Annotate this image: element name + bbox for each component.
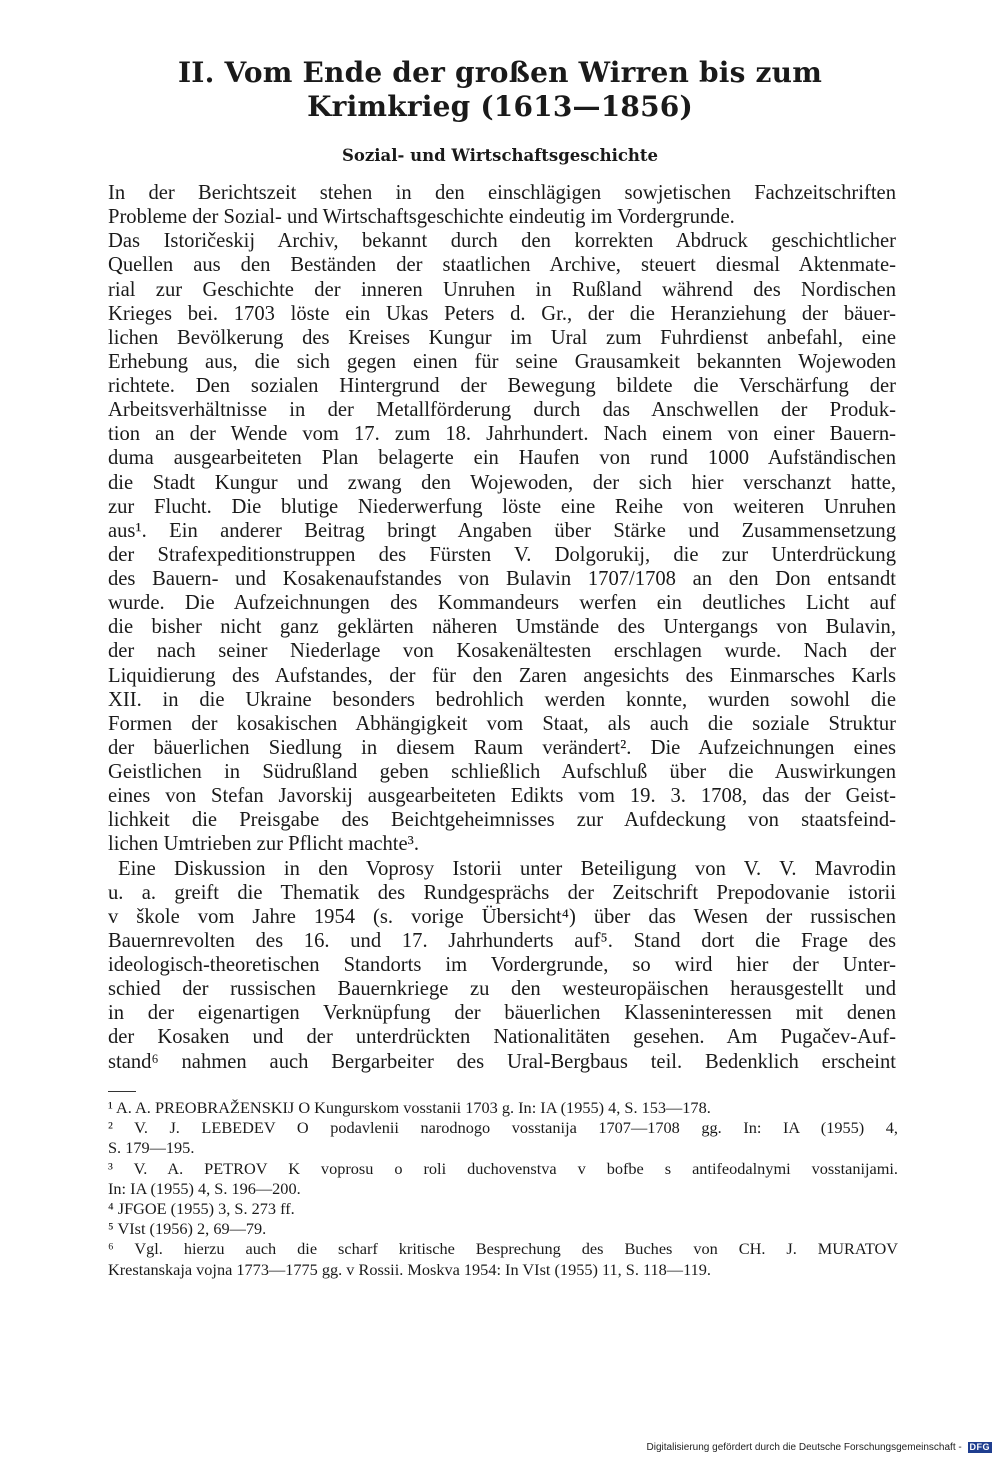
footnote-line: ² V. J. LEBEDEV O podavlenii narodnogo vosstanija 1707—1708 gg. In: IA (1955) 4, [108, 1118, 898, 1138]
footnotes [108, 1098, 898, 1280]
body-line: Das Istoričeskij Archiv, bekannt durch den korrekten Abdruck geschichtlicher [108, 230, 896, 253]
body-line: aus¹. Ein anderer Beitrag bringt Angaben über Stärke und Zusammensetzung [108, 519, 896, 542]
chapter-title-line-2: Krimkrieg (1613—1856) [307, 90, 693, 123]
footnote-divider [108, 1091, 136, 1092]
footer-credit-text: Digitalisierung gefördert durch die Deutsche Forschungsgemeinschaft - [646, 1442, 962, 1453]
footnote-line: ⁵ VIst (1956) 2, 69—79. [108, 1219, 267, 1239]
body-line: lichen Umtrieben zur Pflicht machte³. [108, 833, 419, 856]
body-line: duma ausgearbeiteten Plan belagerte ein Haufen von rund 1000 Aufständischen [108, 447, 896, 470]
body-line: Quellen aus den Beständen der staatlichen Archive, steuert diesmal Aktenmate- [108, 254, 896, 277]
footnote-line: ³ V. A. PETROV K voprosu o roli duchovenstva v bofbe s antifeodalnymi vosstanijami. [108, 1158, 898, 1178]
dfg-logo: DFG [969, 1442, 990, 1452]
footnote-line: Krestanskaja vojna 1773—1775 gg. v Rossii. Moskva 1954: In VIst (1955) 11, S. 118—119. [108, 1259, 711, 1279]
footnote-line: S. 179—195. [108, 1138, 195, 1158]
chapter-title [120, 56, 880, 124]
chapter-title-line-1: II. Vom Ende der großen Wirren bis zum [177, 56, 823, 89]
body-line: XII. in die Ukraine besonders bedrohlich werden konnte, wurden sowohl die [108, 688, 896, 711]
body-line: u. a. greift die Thematik des Rundgesprächs der Zeitschrift Prepodovanie istorii [108, 881, 896, 904]
body-line: die Stadt Kungur und zwang den Wojewoden, der sich hier verschanzt hatte, [108, 471, 896, 494]
body-text [108, 181, 896, 1074]
body-line: der nach seiner Niederlage von Kosakenältesten erschlagen wurde. Nach der [108, 640, 896, 663]
body-line: Liquidierung des Aufstandes, der für den Zaren angesichts des Einmarsches Karls [108, 664, 896, 687]
body-line: eines von Stefan Javorskij ausgearbeiteten Edikts vom 19. 3. 1708, das der Geist- [108, 785, 896, 808]
body-line: Geistlichen in Südrußland geben schließlich Aufschluß über die Auswirkungen [108, 761, 896, 783]
section-subtitle: Sozial- und Wirtschaftsgeschichte [341, 146, 659, 165]
footnote-line: ⁶ Vgl. hierzu auch die scharf kritische Besprechung des Buches von CH. J. MURATOV [108, 1239, 898, 1259]
body-line: v škole vom Jahre 1954 (s. vorige Übersicht⁴) über das Wesen der russischen [108, 905, 896, 928]
body-line: in der eigenartigen Verknüpfung der bäuerlichen Klasseninteressen mit denen [108, 1002, 896, 1025]
body-line: wurde. Die Aufzeichnungen des Kommandeurs werfen ein deutliches Licht auf [108, 592, 896, 615]
body-line: lichen Bevölkerung des Kreises Kungur im Ural zum Fuhrdienst anbefahl, eine [108, 326, 896, 349]
body-line: Arbeitsverhältnisse in der Metallförderung durch das Anschwellen der Produk- [108, 399, 896, 422]
body-line: des Bauern- und Kosakenaufstandes von Bulavin 1707/1708 an den Don entsandt [108, 568, 896, 590]
body-line: die bisher nicht ganz geklärten näheren Umstände des Untergangs von Bulavin, [108, 616, 896, 639]
body-line: Erhebung aus, die sich gegen einen für seine Grausamkeit bekannten Wojewoden [108, 350, 896, 373]
body-line: der bäuerlichen Siedlung in diesem Raum verändert². Die Aufzeichnungen eines [108, 736, 896, 759]
body-line: Probleme der Sozial- und Wirtschaftsgeschichte eindeutig im Vordergrunde. [108, 206, 735, 229]
body-line: stand⁶ nahmen auch Bergarbeiter des Ural-Bergbaus teil. Bedenklich erscheint [108, 1050, 896, 1073]
body-line: tion an der Wende vom 17. zum 18. Jahrhundert. Nach einem von einer Bauern- [108, 423, 896, 446]
body-line: der Strafexpeditionstruppen des Fürsten V. Dolgorukij, die zur Unterdrückung [108, 543, 896, 566]
body-line: der Kosaken und der unterdrückten Nationalitäten gesehen. Am Pugačev-Auf- [108, 1026, 896, 1049]
footnote-line: ⁴ JFGOE (1955) 3, S. 273 ff. [108, 1199, 295, 1219]
footnote-line: ¹ A. A. PREOBRAŽENSKIJ O Kungurskom vosstanii 1703 g. In: IA (1955) 4, S. 153—178. [108, 1098, 711, 1117]
body-line: Bauernrevolten des 16. und 17. Jahrhunderts auf⁵. Stand dort die Frage des [108, 929, 896, 952]
body-line: In der Berichtszeit stehen in den einschlägigen sowjetischen Fachzeitschriften [108, 182, 896, 204]
body-line: ideologisch-theoretischen Standorts im Vordergrunde, so wird hier der Unter- [108, 954, 896, 976]
body-line: Eine Diskussion in den Voprosy Istorii unter Beteiligung von V. V. Mavrodin [118, 857, 896, 880]
body-line: rial zur Geschichte der inneren Unruhen in Rußland während des Nordischen [108, 278, 896, 301]
body-line: Krieges bei. 1703 löste ein Ukas Peters d. Gr., der die Heranziehung der bäuer- [108, 302, 896, 325]
body-line: schied der russischen Bauernkriege zu den westeuropäischen herausgestellt und [108, 978, 896, 1001]
body-line: lichkeit die Preisgabe des Beichtgeheimnisses zur Aufdeckung von staatsfeind- [108, 809, 896, 832]
footnote-line: In: IA (1955) 4, S. 196—200. [108, 1178, 301, 1198]
body-line: zur Flucht. Die blutige Niederwerfung löste eine Reihe von weiteren Unruhen [108, 495, 896, 518]
body-line: richtete. Den sozialen Hintergrund der Bewegung bildete die Verschärfung der [108, 375, 896, 397]
body-line: Formen der kosakischen Abhängigkeit vom Staat, als auch die soziale Struktur [108, 712, 896, 735]
digitization-footer [647, 1442, 992, 1454]
